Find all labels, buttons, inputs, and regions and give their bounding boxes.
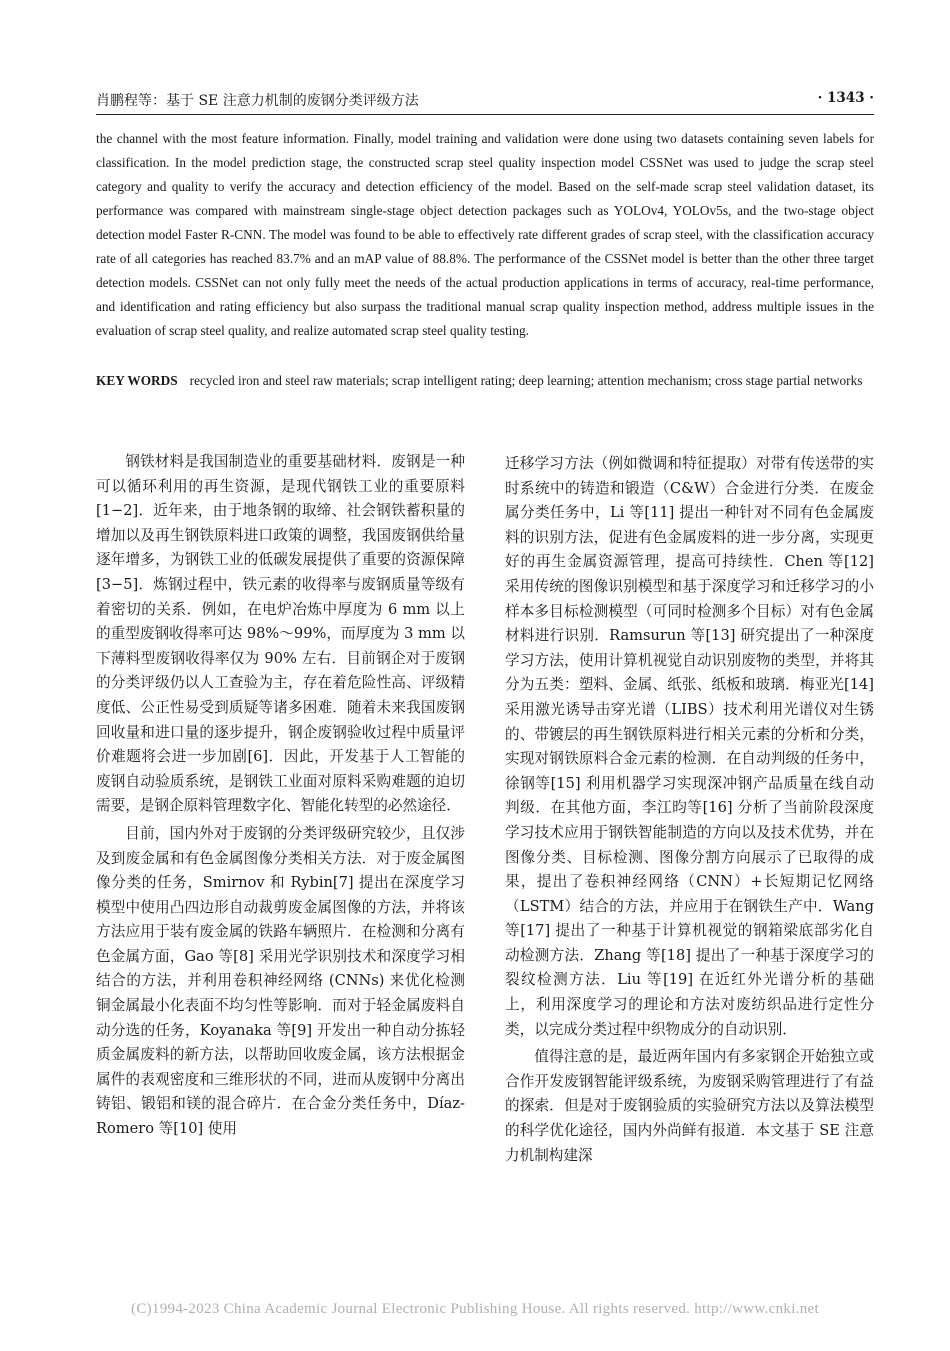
running-header (96, 88, 874, 112)
paragraph: 钢铁材料是我国制造业的重要基础材料．废钢是一种可以循环利用的再生资源，是现代钢铁工业的重要原料[1−2]．近年来，由于地条钢的取缔、社会钢铁蓄积量的增加以及再生钢铁原料进口政策的调整，我国废钢供给量逐年增多，为钢铁工业的低碳发展提供了重要的资源保障[3−5]．炼钢过程中，铁元素的收得率与废钢质量等级有着密切的关系．例如，在电炉冶炼中厚度为 6 mm 以上的重型废钢收得率可达 98%～99%，而厚度为 3 mm 以下薄料型废钢收得率仅为 90% 左右．目前钢企对于废钢的分类评级仍以人工查验为主，存在着危险性高、评级精度低、公正性易受到质疑等诸多困难．随着未来我国废钢回收量和进口量的逐步提升，钢企废钢验收过程中质量评价难题将会进一步加剧[6]．因此，开发基于人工智能的废钢自动验质系统，是钢铁工业面对原料采购难题的迫切需要，是钢企原料管理数字化、智能化转型的必然途径． (96, 453, 465, 815)
abstract-continuation: the channel with the most feature information. Finally, model training and validation were done using two datasets containing seven labels for classification. In the model prediction stage, the constructed scrap steel quality inspection model CSSNet was used to judge the scrap steel category and quality to verify the accuracy and detection efficiency of the model. Based on the self-made scrap steel validation dataset, its performance was compared with mainstream single-stage object detection packages such as YOLOv4, YOLOv5s, and the two-stage object detection model Faster R-CNN. The model was found to be able to effectively rate different grades of scrap steel, with the classification accuracy rate of all categories has reached 83.7% and an mAP value of 88.8%. The performance of the CSSNet model is better than the other three target detection models. CSSNet can not only fully meet the needs of the actual production applications in terms of accuracy, real-time performance, and identification and rating efficiency but also surpass the traditional manual scrap quality inspection method, address multiple issues in the evaluation of scrap steel quality, and realize automated scrap steel quality testing. (96, 131, 874, 338)
running-title: 肖鹏程等：基于 SE 注意力机制的废钢分类评级方法 (96, 93, 419, 109)
page-number: · 1343 · (817, 90, 874, 106)
left-column (96, 450, 465, 1142)
paragraph: 目前，国内外对于废钢的分类评级研究较少，且仅涉及到废金属和有色金属图像分类相关方法．对于废金属图像分类的任务，Smirnov 和 Rybin[7] 提出在深度学习模型中使用凸四边形自动裁剪废金属图像的方法，并将该方法应用于装有废金属的铁路车辆照片．在检测和分离有色金属方面，Gao 等[8] 采用光学识别技术和深度学习相结合的方法，并利用卷积神经网络 (CNNs) 来优化检测铜金属最小化表面不均匀性等影响．而对于轻金属废料自动分选的任务，Koyanaka 等[9] 开发出一种自动分拣轻质金属废料的新方法，以帮助回收废金属，该方法根据金属件的表观密度和三维形状的不同，进而从废钢中分离出铸铝、锻铝和镁的混合碎片．在合金分类任务中，Díaz-Romero 等[10] 使用 (96, 824, 465, 1138)
copyright-watermark: (C)1994-2023 China Academic Journal Electronic Publishing House. All rights reserved. http://www.cnki.net (131, 1301, 819, 1317)
keywords-block (96, 368, 874, 393)
keywords-text: recycled iron and steel raw materials; scrap intelligent rating; deep learning; attention mechanism; cross stage partial networks (189, 373, 863, 388)
paragraph: 迁移学习方法（例如微调和特征提取）对带有传送带的实时系统中的铸造和锻造（C&W）合金进行分类．在废金属分类任务中，Li 等[11] 提出一种针对不同有色金属废料的识别方法，促进有色金属废料的进一步分离，实现更好的再生金属资源管理，提高可持续性．Chen 等[12] 采用传统的图像识别模型和基于深度学习和迁移学习的小样本多目标检测模型（可同时检测多个目标）对有色金属材料进行识别．Ramsurun 等[13] 研究提出了一种深度学习方法，使用计算机视觉自动识别废物的类型，并将其分为五类：塑料、金属、纸张、纸板和玻璃．梅亚光[14] 采用激光诱导击穿光谱（LIBS）技术利用光谱仪对生锈的、带镀层的再生钢铁原料进行相关元素的分析和分类，实现对钢铁原料合金元素的检测．在自动判级的任务中，徐钢等[15] 利用机器学习实现深冲钢产品质量在线自动判级．在其他方面，李江昀等[16] 分析了当前阶段深度学习技术应用于钢铁智能制造的方向以及技术优势，并在图像分类、目标检测、图像分割方向展示了已取得的成果，提出了卷积神经网络（CNN）+长短期记忆网络（LSTM）结合的方法，并应用于在钢铁生产中．Wang 等[17] 提出了一种基于计算机视觉的钢箱梁底部劣化自动检测方法．Zhang 等[18] 提出了一种基于深度学习的裂纹检测方法．Liu 等[19] 在近红外光谱分析的基础上，利用深度学习的理论和方法对废纺织品进行定性分类，以完成分类过程中织物成分的自动识别． (505, 455, 874, 1038)
keywords-label: KEY WORDS (96, 373, 178, 388)
header-rule (96, 114, 874, 115)
right-column (505, 452, 874, 1168)
paragraph: 值得注意的是，最近两年国内有多家钢企开始独立或合作开发废钢智能评级系统，为废钢采购管理进行了有益的探索．但是对于废钢验质的实验研究方法以及算法模型的科学优化途径，国内外尚鲜有报道．本文基于 SE 注意力机制构建深 (505, 1048, 874, 1164)
